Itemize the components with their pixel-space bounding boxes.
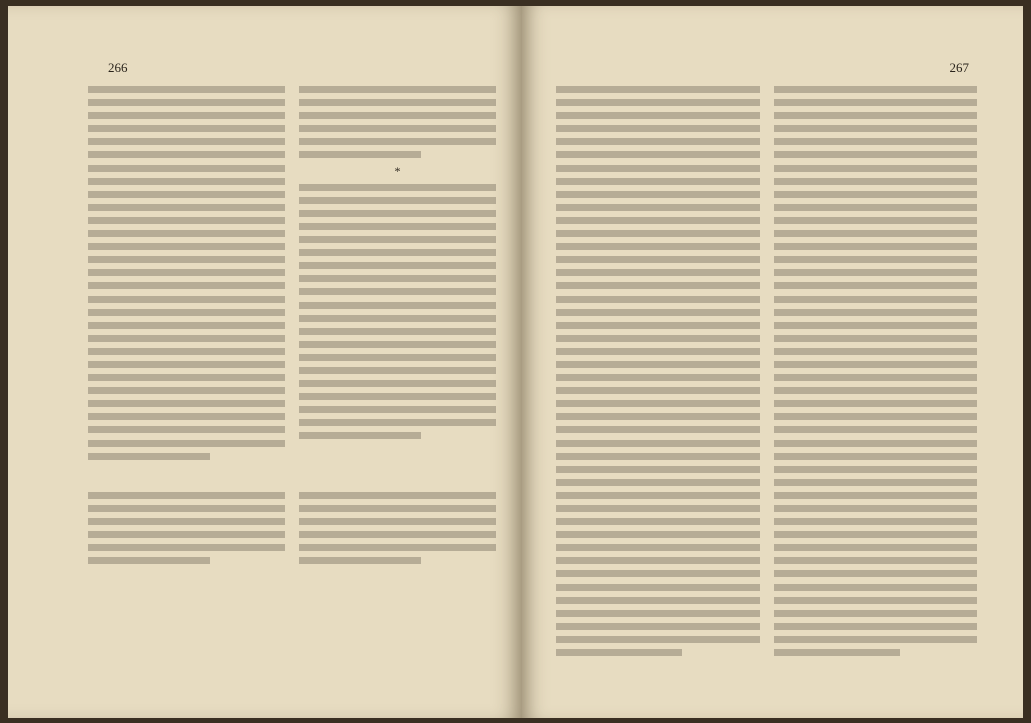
review-column-2 [299,490,496,571]
left-page [8,6,522,718]
left-column-2 [299,84,496,466]
book-spread [8,6,1023,718]
review-column-1 [88,490,285,571]
right-column-2 [774,84,978,662]
right-page-number: 267 [949,60,969,75]
right-article-columns [556,84,977,662]
left-article-columns [88,84,496,466]
left-column-1 [88,84,285,466]
section-divider: * [394,163,401,178]
right-page [522,6,1023,718]
right-column-1 [556,84,760,662]
review-columns [88,490,496,571]
left-page-number: 266 [108,60,128,75]
